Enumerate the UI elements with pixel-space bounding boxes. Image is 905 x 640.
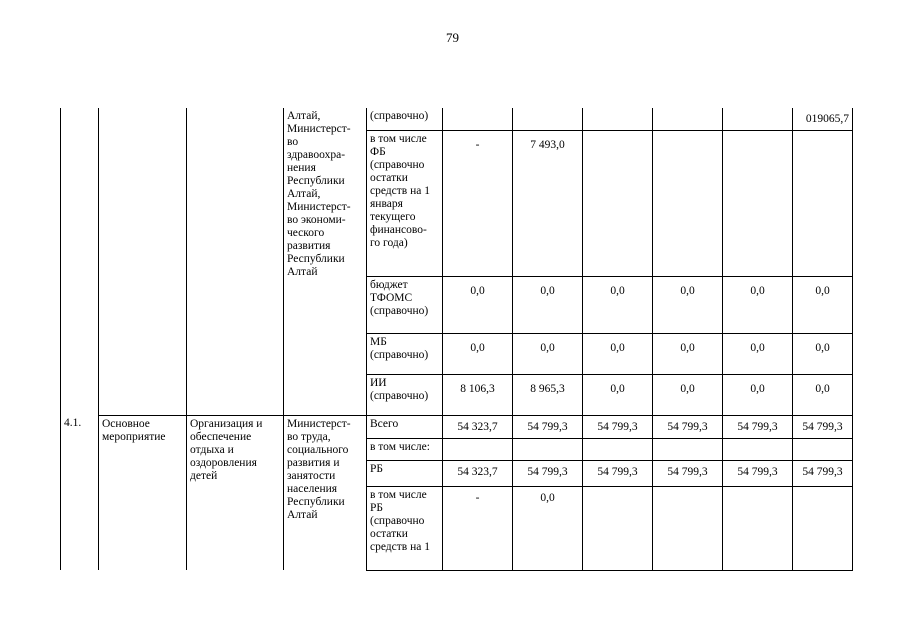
cell-type: Основное мероприятие	[99, 415, 187, 570]
cell-value	[723, 130, 793, 276]
cell-value	[653, 486, 723, 570]
cell-value: 54 799,3	[583, 460, 653, 486]
cell-value: 7 493,0	[513, 130, 583, 276]
cell-number: 4.1.	[61, 415, 99, 570]
cell-value	[443, 108, 513, 130]
cell-value: 54 323,7	[443, 460, 513, 486]
cell-source-label: ИИ (справочно)	[367, 374, 443, 415]
cell-source-label: (справочно)	[367, 108, 443, 130]
cell-value: 54 799,3	[793, 460, 853, 486]
cell-value	[583, 108, 653, 130]
cell-value: 0,0	[513, 486, 583, 570]
cell-value: 54 799,3	[653, 415, 723, 438]
cell-value	[653, 130, 723, 276]
cell-name	[187, 108, 284, 415]
cell-value: 54 799,3	[653, 460, 723, 486]
cell-source-label: Всего	[367, 415, 443, 438]
cell-value: 54 799,3	[513, 460, 583, 486]
cell-value: 0,0	[583, 276, 653, 333]
cell-value: 8 965,3	[513, 374, 583, 415]
cell-value: 0,0	[653, 276, 723, 333]
cell-value	[583, 486, 653, 570]
cell-value: 0,0	[513, 276, 583, 333]
cell-value	[723, 486, 793, 570]
cell-value: -	[443, 486, 513, 570]
cell-source-label: РБ	[367, 460, 443, 486]
cell-source-label: в том числе:	[367, 438, 443, 460]
cell-value: 0,0	[653, 374, 723, 415]
cell-value: 019065,7	[793, 108, 853, 130]
cell-value: 0,0	[443, 333, 513, 374]
cell-value: 54 799,3	[513, 415, 583, 438]
table-row	[61, 415, 853, 438]
cell-value	[513, 438, 583, 460]
cell-value: 0,0	[653, 333, 723, 374]
cell-value: 0,0	[583, 333, 653, 374]
cell-name: Организация и обеспечение отдыха и оздоровления детей	[187, 415, 284, 570]
cell-value	[793, 130, 853, 276]
cell-value: 54 323,7	[443, 415, 513, 438]
cell-source-label: в том числе РБ (справочно остатки средств на 1	[367, 486, 443, 570]
cell-value: 0,0	[723, 276, 793, 333]
cell-value: 54 799,3	[723, 460, 793, 486]
cell-value: 54 799,3	[583, 415, 653, 438]
cell-value: 0,0	[793, 276, 853, 333]
cell-value	[513, 108, 583, 130]
budget-table	[60, 108, 853, 571]
cell-value	[653, 438, 723, 460]
cell-value	[443, 438, 513, 460]
cell-executor: Министерст- во труда, социального развития и занятости населения Республики Алтай	[284, 415, 367, 570]
cell-source-label: МБ (справочно)	[367, 333, 443, 374]
cell-value	[793, 486, 853, 570]
cell-value: 0,0	[793, 333, 853, 374]
table-row	[61, 108, 853, 130]
cell-source-label: в том числе ФБ (справочно остатки средств на 1 января текущего финансово- го года)	[367, 130, 443, 276]
cell-value: 0,0	[723, 374, 793, 415]
cell-number	[61, 108, 99, 415]
cell-value	[723, 438, 793, 460]
cell-value: 0,0	[513, 333, 583, 374]
cell-value: 8 106,3	[443, 374, 513, 415]
cell-value	[793, 438, 853, 460]
cell-value: 0,0	[793, 374, 853, 415]
cell-value	[583, 130, 653, 276]
page-number: 79	[446, 30, 459, 45]
cell-value	[723, 108, 793, 130]
cell-executor: Алтай, Министерст- во здравоохра- нения Республики Алтай, Министерст- во экономи- ческого развития Республики Алтай	[284, 108, 367, 415]
cell-value: 0,0	[583, 374, 653, 415]
cell-source-label: бюджет ТФОМС (справочно)	[367, 276, 443, 333]
cell-value: 0,0	[723, 333, 793, 374]
cell-value	[583, 438, 653, 460]
cell-value: 0,0	[443, 276, 513, 333]
cell-value: 54 799,3	[723, 415, 793, 438]
table-body	[61, 108, 853, 570]
cell-value: 54 799,3	[793, 415, 853, 438]
cell-type	[99, 108, 187, 415]
cell-value: -	[443, 130, 513, 276]
cell-value	[653, 108, 723, 130]
